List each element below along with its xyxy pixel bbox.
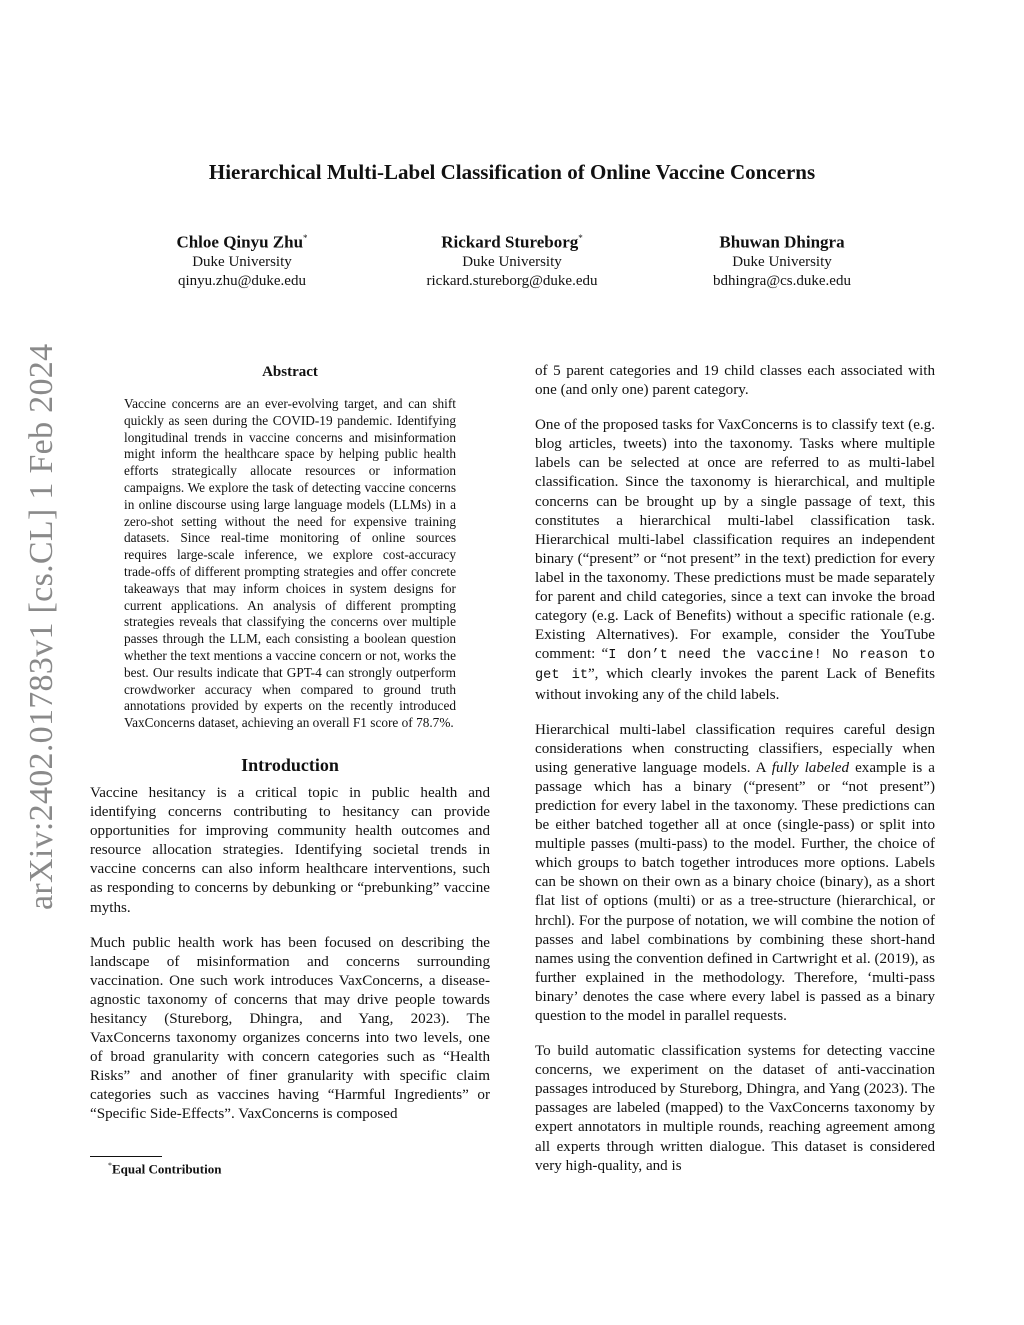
paragraph-text: One of the proposed tasks for VaxConcerns is to classify text (e.g. blog articles, tweets) into the taxonomy. Tasks where multiple labels can be selected at once are referred to as multi-label classification. Since the taxonomy is hierarchical, and multiple concerns can be brought up by a single passage of text, this constitutes a hierarchical multi-label classification task. Hierarchical multi-label classification requires an independent binary (“present” or “not present” in the text) prediction for every label in the taxonomy. These predictions must be made separately for parent and child categories, since a text can invoke the broad category (e.g. Lack of Benefits) without a specific rationale (e.g. Existing Alternatives). For example, consider the YouTube comment: “ xyxy=(535,417,935,663)
introduction-paragraph-2: Much public health work has been focused on describing the landscape of misinformation and concerns surrounding vaccination. One such work introduces VaxConcerns, a disease-agnostic taxonomy of concerns that may drive people towards hesitancy (Stureborg, Dhingra, and Yang, 2023). The VaxConcerns taxonomy organizes concerns into two levels, one of broad granularity with concern categories such as “Health Risks” and another of finer granularity with specific claim categories such as vaccines having “Harmful Ingredients” or “Specific Side-Effects”. VaxConcerns is composed xyxy=(90,934,490,1123)
author-email: qinyu.zhu@duke.edu xyxy=(178,272,306,289)
author-name: Rickard Stureborg xyxy=(441,232,579,252)
author-name: Bhuwan Dhingra xyxy=(719,232,845,252)
youtube-comment-quote: I don’t need the vaccine! No reason to get it xyxy=(535,648,935,684)
footnote-text: Equal Contribution xyxy=(112,1161,222,1177)
right-paragraph-3 xyxy=(535,721,935,1027)
footnote xyxy=(108,1161,221,1177)
arxiv-identifier-stamp: arXiv:2402.01783v1 [cs.CL] 1 Feb 2024 xyxy=(23,343,60,910)
emphasized-term: fully labeled xyxy=(771,759,850,776)
paragraph-text: example is a passage which has a binary (“present” or “not present”) prediction for every label in the taxonomy. These predictions can be either batched together all at once (single-pass) or split into multiple passes (multi-pass) to the model. Further, the choice of which groups to batch together introduces more options. Labels can be shown on their own as a binary choice (binary), as a short flat list of options (multi) or as a tree-structure (hierarchical, or hrchl). For the purpose of notation, we will combine the notion of passes and label combinations by combining these short-hand names using the convention defined in Cartwright et al. (2019), as further explained in the methodology. Therefore, ‘multi-pass binary’ denotes the case where every label is passed as a binary question to the model in parallel requests. xyxy=(535,759,936,1024)
author-1 xyxy=(112,228,372,291)
introduction-paragraph-1: Vaccine hesitancy is a critical topic in public health and identifying concerns contributing to hesitancy can provide opportunities for improving community health outcomes and resource allocation strategies. Identifying societal trends in vaccine concerns can also inform healthcare interventions, such as responding to concerns by debunking or “prebunking” vaccine myths. xyxy=(90,784,490,916)
author-affiliation: Duke University xyxy=(192,253,292,270)
author-3 xyxy=(652,228,912,291)
footnote-mark: * xyxy=(108,1161,112,1170)
right-paragraph-1: of 5 parent categories and 19 child classes each associated with one (and only one) parent category. xyxy=(535,363,935,399)
introduction-heading: Introduction xyxy=(241,754,339,775)
equal-contribution-mark: * xyxy=(303,233,308,243)
left-column xyxy=(90,362,490,1141)
footnote-divider xyxy=(90,1156,162,1157)
paper-title: Hierarchical Multi-Label Classification of Online Vaccine Concerns xyxy=(208,160,816,184)
right-paragraph-4: To build automatic classification systems for detecting vaccine concerns, we experiment on the dataset of anti-vaccination passages introduced by Stureborg, Dhingra, and Yang (2023). The passages are labeled (mapped) to the VaxConcerns taxonomy by expert annotators in multiple rounds, reaching agreement among all experts through written dialogue. This dataset is considered very high-quality, and is xyxy=(535,1043,935,1174)
paragraph-text: Hierarchical multi-label classification requires careful design considerations when constructing classifiers, especially when using generative language models. A xyxy=(535,721,935,776)
abstract-text: Vaccine concerns are an ever-evolving target, and can shift quickly as seen during the COVID-19 pandemic. Identifying longitudinal trends in vaccine concerns and misinformation might inform the healthcare space by helping public health efforts strategically allocate resources or information campaigns. We explore the task of detecting vaccine concerns in online discourse using large language models (LLMs) in a zero-shot setting without the need for expensive training datasets. Since real-time monitoring of online sources requires large-scale inference, we explore cost-accuracy trade-offs of different prompting strategies and offer concrete takeaways that may inform choices in system designs for current applications. An analysis of different prompting strategies reveals that classifying the concerns over multiple passes through the LLM, each consisting a boolean question whether the text mentions a vaccine concern or not, works the best. Our results indicate that GPT-4 can strongly outperform crowdworker accuracy when compared to ground truth annotations provided by experts on the recently introduced VaxConcerns dataset, achieving an overall F1 score of 78.7%. xyxy=(124,396,456,731)
author-affiliation: Duke University xyxy=(462,253,562,270)
equal-contribution-mark: * xyxy=(578,233,583,243)
right-column xyxy=(535,362,935,1192)
author-email: rickard.stureborg@duke.edu xyxy=(426,272,598,289)
author-email: bdhingra@cs.duke.edu xyxy=(713,272,851,289)
author-2 xyxy=(382,228,642,291)
right-paragraph-2 xyxy=(535,416,935,704)
author-affiliation: Duke University xyxy=(732,253,832,270)
paragraph-text: ”, which clearly invokes the parent Lack of Benefits without invoking any of the child labels. xyxy=(535,666,935,703)
author-name: Chloe Qinyu Zhu xyxy=(176,232,304,252)
abstract-heading: Abstract xyxy=(262,364,318,380)
